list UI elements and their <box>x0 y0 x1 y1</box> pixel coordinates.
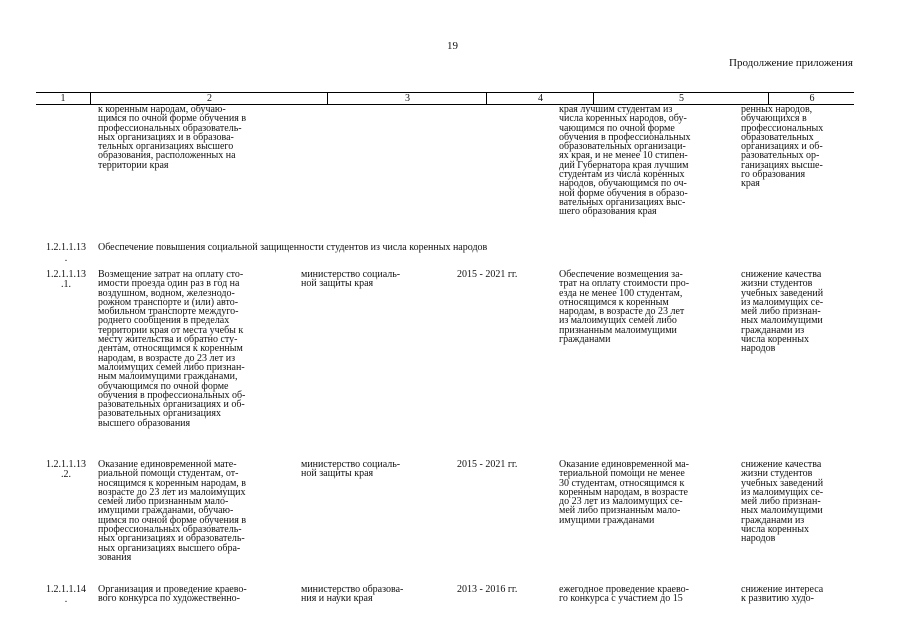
row-description: Организация и проведение краево- вого конкурса по художественно- <box>98 584 247 605</box>
row-number: 1.2.1.1.13 .1. <box>46 269 86 290</box>
cont-row-col-6: ренных народов, обучающихся в профессиональных образовательных организациях и об- разовательных ор- ганизациях высше- го образования края <box>741 104 824 190</box>
row-executor: министерство социаль- ной защиты края <box>301 269 401 290</box>
row-consequence: снижение качества жизни студентов учебных заведений из малоимущих се- мей либо признан- ных малоимущими гражданами из числа коренных народов <box>741 459 824 545</box>
row-description: Возмещение затрат на оплату сто- имости проезда один раз в год на воздушном, водном, железнодо- рожном транспорте и (или) авто- мобильном транспорте междуго- роднего сообщения в пределах территории края от места учебы к месту жительства и обратно сту- дентам, относящимся к коренным народам, в возрасте до 23 лет из малоимущих семей либо признан- ным малоимущими гражданами, обучающимся по очной форме обучения в профессиональных об- разовательных организациях и об- разовательных организациях высшего образования <box>98 269 246 429</box>
row-description: Оказание единовременной мате- риальной помощи студентам, от- носящимся к коренным народам, в возрасте до 23 лет из малоимущих семей либо признанным мало- имущими гражданами, обучаю- щимся по очной форме обучения в профессиональных образователь- ных организациях и образователь- ных организациях высшего обра- зования <box>98 459 247 563</box>
section-number: 1.2.1.1.13 . <box>46 242 86 264</box>
row-result: Обеспечение возмещения за- трат на оплату стоимости про- езда не менее 100 студентам, относящимся к коренным народам, в возрасте до 23 лет из малоимущих семей либо признанным малоимущими гражданами <box>559 269 690 346</box>
header-col-5: 5 <box>593 93 769 104</box>
row-number: 1.2.1.1.14 . <box>46 584 86 605</box>
header-col-6: 6 <box>768 93 855 104</box>
header-col-1: 1 <box>60 93 66 104</box>
row-result: ежегодное проведение краево- го конкурса с участием до 15 <box>559 584 689 605</box>
cont-row-col-2: к коренным народам, обучаю- щимся по очной форме обучения в профессиональных образователь- ных организациях и в образова- тельных организациях высшего образования, расположенных на территории края <box>98 104 247 171</box>
cont-row-col-5: края лучшим студентам из числа коренных народов, обу- чающимся по очной форме обучения в профессиональных образовательных организаци- ях края, и не менее 10 стипен- дий Губернатора края лучшим студентам из числа коренных народов, обучающимся по оч- ной форме обучения в образо- вательных организациях выс- шего образования края <box>559 104 691 218</box>
page-number: 19 <box>447 40 458 52</box>
row-period: 2013 - 2016 гг. <box>457 584 518 595</box>
row-period: 2015 - 2021 гг. <box>457 459 518 470</box>
section-title: Обеспечение повышения социальной защищенности студентов из числа коренных народов <box>98 242 488 253</box>
row-number: 1.2.1.1.13 .2. <box>46 459 86 480</box>
row-executor: министерство социаль- ной защиты края <box>301 459 401 480</box>
continuation-label: Продолжение приложения <box>729 57 853 69</box>
row-consequence: снижение интереса к развитию худо- <box>741 584 824 605</box>
header-col-2: 2 <box>90 93 328 104</box>
row-result: Оказание единовременной ма- териальной помощи не менее 30 студентам, относящимся к коренным народам, в возрасте до 23 лет из малоимущих се- мей либо признанным мало- имущими гражданами <box>559 459 690 526</box>
row-executor: министерство образова- ния и науки края <box>301 584 404 605</box>
row-period: 2015 - 2021 гг. <box>457 269 518 280</box>
header-col-3: 3 <box>327 93 487 104</box>
header-col-4: 4 <box>486 93 594 104</box>
row-consequence: снижение качества жизни студентов учебных заведений из малоимущих се- мей либо признан- ных малоимущими гражданами из числа коренных народов <box>741 269 824 355</box>
